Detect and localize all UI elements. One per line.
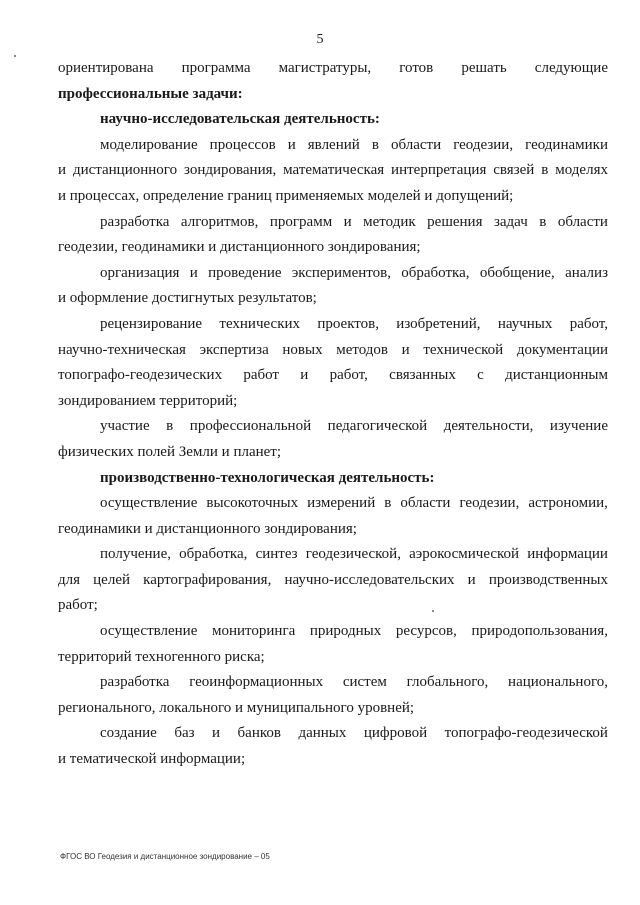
word: геодезии, [459,495,520,512]
word: технических [219,315,301,332]
word: в [539,213,547,230]
word: и [58,162,67,179]
text-line: зондированием территорий; [58,392,238,409]
text-line: и тематической информации; [58,751,246,768]
text-line [58,158,608,184]
word: программ [269,213,333,230]
word: разработка [100,674,170,691]
word: моделях [555,162,608,179]
word: производственных [488,571,608,588]
word: в [371,136,379,153]
text-line [58,338,608,364]
word: технической [423,341,504,358]
word: научно-исследовательских [284,571,455,588]
word: научных [497,315,553,332]
word: методик [363,213,416,230]
text-line [58,721,608,747]
word: зондирования, [183,162,277,179]
word: астрономии, [528,495,608,512]
text-line [58,56,608,82]
word: области [557,213,608,230]
text-line: профессиональные задачи: [58,85,243,102]
text-line: территорий техногенного риска; [58,648,265,665]
word: в [384,495,392,512]
word: решения [427,213,483,230]
word: документации [516,341,608,358]
text-line [58,491,608,517]
word: работ, [329,367,368,384]
text-line: физических полей Земли и планет; [58,443,282,460]
word: геоинформационных [189,674,324,691]
word: педагогической [327,418,428,435]
word: дистанционного [72,162,178,179]
word: связей [493,162,535,179]
text-line: научно-исследовательская деятельность: [100,111,380,128]
word: методов [336,341,389,358]
document-body [58,56,608,773]
text-line: и процессах, определение границ применяемых моделей и допущений; [58,187,514,204]
word: аэрокосмической [409,546,520,563]
text-line: регионального, локального и муниципального уровней; [58,699,415,716]
text-line [58,542,608,568]
word: информации [527,546,608,563]
word: экспертиза [199,341,269,358]
word: геодезии, [453,136,514,153]
word: области [390,136,442,153]
word: решать [461,60,507,76]
word: профессиональной [189,418,312,435]
word: процессов [209,136,276,153]
word: обобщение, [479,264,555,281]
word: ресурсов, [395,623,457,640]
word: банков [237,725,281,742]
text-line: работ; [58,597,98,614]
word: и [287,136,296,153]
word: для [58,571,81,588]
text-line [58,414,608,440]
word: и [300,367,309,384]
word: деятельности, [443,418,534,435]
word: осуществление [100,495,198,512]
text-line [58,261,608,287]
word: научно-техническая [58,341,186,358]
word: моделирование [100,136,198,153]
word: получение, [100,546,171,563]
word: связанных [389,367,456,384]
word: систем [342,674,387,691]
word: новых [282,341,323,358]
word: в [541,162,549,179]
text-line: и оформление достигнутых результатов; [58,290,317,307]
word: глобального, [406,674,489,691]
word: анализ [565,264,608,281]
word: геодинамики [525,136,608,153]
word: экспериментов, [291,264,391,281]
document-footer: ФГОС ВО Геодезия и дистанционное зондирование – 05 [60,852,270,861]
scan-speck [432,610,434,612]
word: в [166,418,174,435]
scan-speck [14,55,16,57]
word: обработка, [401,264,470,281]
word: и [189,264,198,281]
word: геодезической, [305,546,401,563]
word: организация [100,264,180,281]
word: мониторинга [211,623,296,640]
word: и [343,213,352,230]
word: готов [399,60,434,76]
word: работ [243,367,279,384]
word: синтез [255,546,298,563]
word: природных [309,623,382,640]
word: данных [298,725,347,742]
text-line [58,363,608,389]
word: измерений [307,495,376,512]
word: ориентирована [58,60,154,76]
word: осуществление [100,623,198,640]
word: баз [174,725,195,742]
word: природопользования, [471,623,608,640]
word: разработка [100,213,170,230]
word: топографо-геодезической [444,725,608,742]
text-line [58,568,608,594]
word: задач [493,213,528,230]
text-line [58,619,608,645]
word: изобретений, [396,315,481,332]
word: и [467,571,476,588]
text-line: геодезии, геодинамики и дистанционного зондирования; [58,239,421,256]
word: проектов, [317,315,379,332]
word: следующие [534,60,608,76]
word: обработка, [179,546,248,563]
text-line: производственно-технологическая деятельность: [100,469,435,486]
text-line [58,133,608,159]
word: создание [100,725,157,742]
word: алгоритмов, [180,213,259,230]
word: участие [100,418,150,435]
word: с [477,367,484,384]
word: явлений [307,136,360,153]
word: интерпретация [391,162,487,179]
word: дистанционным [505,367,608,384]
text-line: геодинамики и дистанционного зондирования; [58,520,357,537]
word: изучение [549,418,608,435]
text-line [58,210,608,236]
page-number: 5 [316,32,324,47]
word: и [212,725,221,742]
word: национального, [508,674,608,691]
word: работ, [569,315,608,332]
word: программа [181,60,251,76]
word: математическая [283,162,385,179]
word: картографирования, [143,571,272,588]
word: и [401,341,410,358]
word: топографо-геодезических [58,367,223,384]
word: цифровой [363,725,428,742]
word: области [400,495,451,512]
word: магистратуры, [278,60,372,76]
word: рецензирование [100,315,203,332]
word: проведение [208,264,282,281]
word: целей [93,571,131,588]
text-line [58,312,608,338]
word: высокоточных [206,495,299,512]
text-line [58,670,608,696]
